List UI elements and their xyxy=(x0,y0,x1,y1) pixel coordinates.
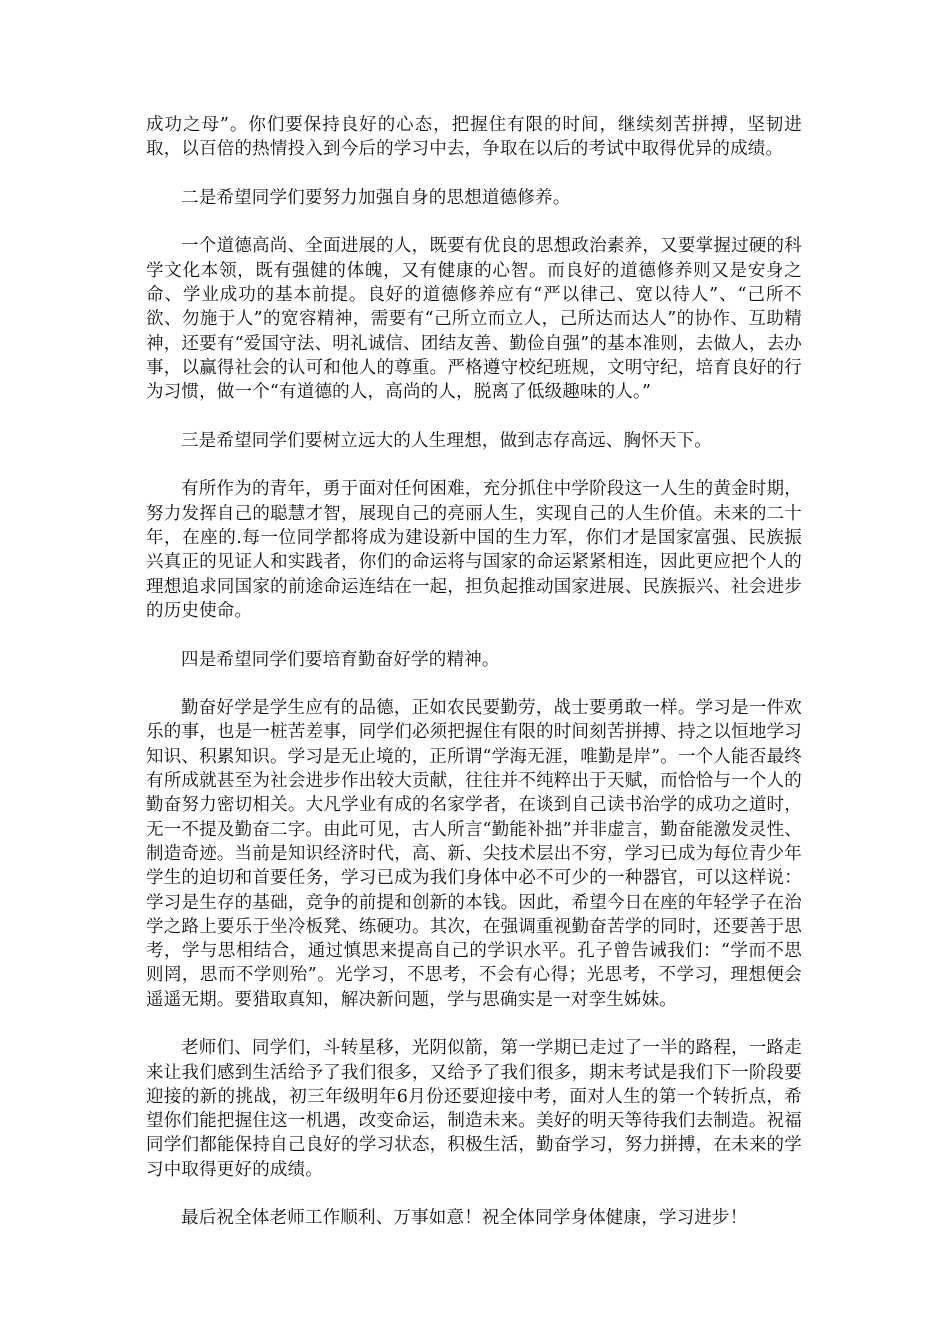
paragraph-diligent-study: 勤奋好学是学生应有的品德，正如农民要勤劳，战士要勇敢一样。学习是一件欢乐的事，也是一桩苦差事，同学们必须把握住有限的时间刻苦拼搏、持之以恒地学习知识、积累知识。学习是无止境的，正所谓“学海无涯，唯勤是岸”。一个人能否最终有所成就甚至为社会进步作出较大贡献，往往并不纯粹出于天赋，而恰恰与一个人的勤奋努力密切相关。大凡学业有成的名家学者，在谈到自己读书治学的成功之道时，无一不提及勤奋二字。由此可见，古人所言“勤能补拙”并非虚言，勤奋能激发灵性、制造奇迹。当前是知识经济时代，高、新、尖技术层出不穷，学习已成为每位青少年学生的迫切和首要任务，学习已成为我们身体中必不可少的一种器官，可以这样说：学习是生存的基础，竞争的前提和创新的本钱。因此，希望今日在座的年轻学子在治学之路上要乐于坐冷板凳、练硬功。其次，在强调重视勤奋苦学的同时，还要善于思考，学与思相结合，通过慎思来提高自己的学识水平。孔子曾告诫我们：“学而不思则罔，思而不学则殆”。光学习，不思考，不会有心得；光思考，不学习，理想便会遥遥无期。要猎取真知，解决新问题，学与思确实是一对孪生姊妹。 xyxy=(146,698,802,1010)
paragraph-point-two-heading: 二是希望同学们要努力加强自身的思想道德修养。 xyxy=(181,187,571,208)
paragraph-moral-cultivation: 一个道德高尚、全面进展的人，既要有优良的思想政治素养，又要掌握过硬的科学文化本领，既有强健的体魄，又有健康的心智。而良好的道德修养则又是安身之命、学业成功的基本前提。良好的道德修养应有“严以律己、宽以待人”、“己所不欲、勿施于人”的宽容精神，需要有“己所立而立人，己所达而达人”的协作、互助精神，还要有“爱国守法、明礼诚信、团结友善、勤俭自强”的基本准则，去做人，去办事，以赢得社会的认可和他人的尊重。严格遵守校纪班规，文明守纪，培育良好的行为习惯，做一个“有道德的人，高尚的人，脱离了低级趣味的人。” xyxy=(146,236,802,403)
paragraph-life-ideals: 有所作为的青年，勇于面对任何困难，充分抓住中学阶段这一人生的黄金时期，努力发挥自己的聪慧才智，展现自己的亮丽人生，实现自己的人生价值。未来的二十年，在座的.每一位同学都将成为建设新中国的生力军，你们才是国家富强、民族振兴真正的见证人和实践者，你们的命运将与国家的命运紧紧相连，因此更应把个人的理想追求同国家的前途命运连结在一起，担负起推动国家进展、民族振兴、社会进步的历史使命。 xyxy=(146,479,802,621)
document-body xyxy=(146,113,802,1255)
paragraph-closing-of-previous: 成功之母”。你们要保持良好的心态，把握住有限的时间，继续刻苦拼搏，坚韧进取，以百倍的热情投入到今后的学习中去，争取在以后的考试中取得优异的成绩。 xyxy=(146,115,802,160)
paragraph-point-three-heading: 三是希望同学们要树立远大的人生理想，做到志存高远、胸怀天下。 xyxy=(181,430,712,451)
paragraph-point-four-heading: 四是希望同学们要培育勤奋好学的精神。 xyxy=(181,649,500,670)
paragraph-final-wishes: 最后祝全体老师工作顺利、万事如意！祝全体同学身体健康，学习进步！ xyxy=(181,1208,748,1229)
paragraph-address-to-audience: 老师们、同学们，斗转星移，光阴似箭，第一学期已走过了一半的路程，一路走来让我们感到生活给予了我们很多，又给予了我们很多，期末考试是我们下一阶段要迎接的新的挑战，初三年级明年6月份还要迎接中考，面对人生的第一个转折点，希望你们能把握住这一机遇，改变命运，制造未来。美好的明天等待我们去制造。祝福同学们都能保持自己良好的学习状态，积极生活，勤奋学习，努力拼搏，在未来的学习中取得更好的成绩。 xyxy=(146,1038,802,1180)
